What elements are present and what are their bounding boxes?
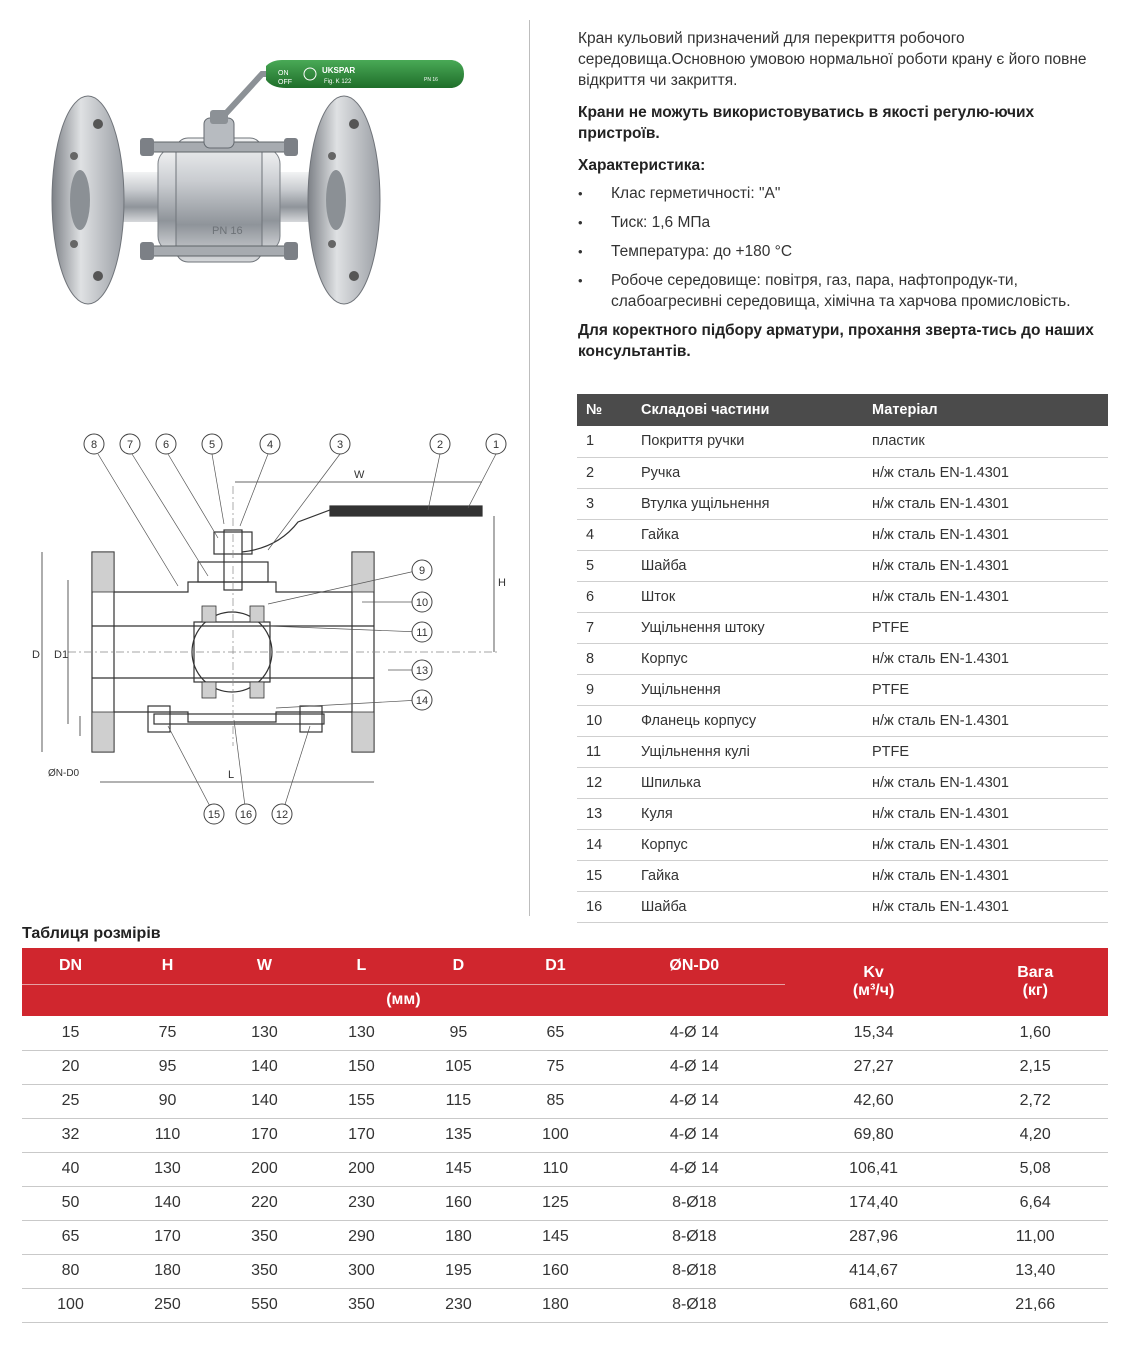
part-name: Шайба — [641, 891, 872, 922]
part-material: н/ж сталь EN-1.4301 — [872, 767, 1108, 798]
part-number: 16 — [577, 891, 641, 922]
part-number: 12 — [577, 767, 641, 798]
callout-5 — [202, 434, 222, 454]
weight-cell: 2,15 — [962, 1050, 1108, 1084]
dn-cell: 100 — [22, 1288, 119, 1322]
l-cell: 130 — [313, 1016, 410, 1050]
weight-unit: (кг) — [1022, 982, 1048, 999]
part-name: Фланець корпусу — [641, 705, 872, 736]
part-name: Шайба — [641, 550, 872, 581]
kv-cell: 42,60 — [785, 1084, 963, 1118]
l-cell: 150 — [313, 1050, 410, 1084]
part-number: 6 — [577, 581, 641, 612]
intro-text: Кран кульовий призначений для перекриття робочого середовища.Основною умовою нормальної роботи крану є його повне відкриття чи закриття. — [578, 30, 1087, 89]
callout-14 — [412, 690, 432, 710]
dims-row — [22, 1288, 1108, 1322]
d-cell: 145 — [410, 1152, 507, 1186]
svg-text:12: 12 — [275, 809, 289, 821]
spec-item: • Температура: до +180 °С — [578, 241, 1113, 262]
part-name: Гайка — [641, 860, 872, 891]
callout-2 — [430, 434, 450, 454]
parts-row — [577, 674, 1108, 705]
parts-row — [577, 643, 1108, 674]
part-material: PTFE — [872, 736, 1108, 767]
callout-11 — [412, 622, 432, 642]
svg-text:11: 11 — [416, 627, 428, 639]
svg-text:6: 6 — [162, 439, 170, 451]
callout-4 — [260, 434, 280, 454]
dims-row — [22, 1254, 1108, 1288]
weight-cell: 6,64 — [962, 1186, 1108, 1220]
part-name: Втулка ущільнення — [641, 488, 872, 519]
part-material: н/ж сталь EN-1.4301 — [872, 860, 1108, 891]
part-number: 11 — [577, 736, 641, 767]
h-cell: 170 — [119, 1220, 216, 1254]
handle-off-label: OFF — [278, 79, 292, 86]
nd0-cell: 4-Ø 14 — [604, 1118, 785, 1152]
h-cell: 140 — [119, 1186, 216, 1220]
w-cell: 550 — [216, 1288, 313, 1322]
kv-cell: 287,96 — [785, 1220, 963, 1254]
l-cell: 290 — [313, 1220, 410, 1254]
nd0-cell: 8-Ø18 — [604, 1220, 785, 1254]
kv-cell: 681,60 — [785, 1288, 963, 1322]
part-number: 7 — [577, 612, 641, 643]
l-cell: 230 — [313, 1186, 410, 1220]
part-name: Шпилька — [641, 767, 872, 798]
svg-text:15: 15 — [207, 809, 221, 821]
callout-7 — [120, 434, 140, 454]
dims-table — [22, 948, 1108, 1323]
vertical-divider — [529, 20, 530, 916]
callout-13 — [412, 660, 432, 680]
parts-row — [577, 891, 1108, 922]
svg-text:2: 2 — [436, 439, 444, 451]
weight-cell: 1,60 — [962, 1016, 1108, 1050]
handle-pn: PN 16 — [424, 77, 438, 83]
handle-brand: UKSPAR — [322, 66, 356, 75]
part-number: 2 — [577, 457, 641, 488]
parts-body — [577, 426, 1108, 922]
characteristics-title: Характеристика: — [578, 157, 706, 174]
parts-row — [577, 829, 1108, 860]
kv-cell: 174,40 — [785, 1186, 963, 1220]
dn-cell: 25 — [22, 1084, 119, 1118]
svg-text:1: 1 — [492, 439, 500, 451]
d1-cell: 65 — [507, 1016, 604, 1050]
part-number: 8 — [577, 643, 641, 674]
h-cell: 75 — [119, 1016, 216, 1050]
d1-cell: 75 — [507, 1050, 604, 1084]
kv-cell: 15,34 — [785, 1016, 963, 1050]
part-material: н/ж сталь EN-1.4301 — [872, 457, 1108, 488]
kv-cell: 69,80 — [785, 1118, 963, 1152]
nd0-cell: 4-Ø 14 — [604, 1016, 785, 1050]
dn-cell: 40 — [22, 1152, 119, 1186]
parts-col-part: Складові частини — [641, 394, 872, 426]
w-cell: 220 — [216, 1186, 313, 1220]
d-cell: 180 — [410, 1220, 507, 1254]
part-number: 15 — [577, 860, 641, 891]
callout-12 — [272, 804, 292, 824]
d1-cell: 180 — [507, 1288, 604, 1322]
d1-cell: 110 — [507, 1152, 604, 1186]
callout-1 — [486, 434, 506, 454]
parts-header-row — [577, 394, 1108, 426]
part-number: 5 — [577, 550, 641, 581]
d1-cell: 145 — [507, 1220, 604, 1254]
part-number: 14 — [577, 829, 641, 860]
dn-cell: 80 — [22, 1254, 119, 1288]
part-name: Корпус — [641, 829, 872, 860]
product-photo — [40, 60, 438, 310]
parts-row — [577, 519, 1108, 550]
part-name: Покриття ручки — [641, 426, 872, 457]
dims-col-d: D — [410, 948, 507, 984]
h-cell: 95 — [119, 1050, 216, 1084]
nd0-cell: 8-Ø18 — [604, 1186, 785, 1220]
weight-cell: 4,20 — [962, 1118, 1108, 1152]
svg-text:16: 16 — [239, 809, 253, 821]
part-name: Ущільнення — [641, 674, 872, 705]
w-cell: 140 — [216, 1050, 313, 1084]
parts-row — [577, 457, 1108, 488]
part-material: н/ж сталь EN-1.4301 — [872, 798, 1108, 829]
h-cell: 130 — [119, 1152, 216, 1186]
part-number: 13 — [577, 798, 641, 829]
dims-row — [22, 1016, 1108, 1050]
parts-row — [577, 767, 1108, 798]
d-cell: 160 — [410, 1186, 507, 1220]
part-material: пластик — [872, 426, 1108, 457]
l-cell: 155 — [313, 1084, 410, 1118]
callout-3 — [330, 434, 350, 454]
dims-header-row — [22, 948, 1108, 984]
callout-16 — [236, 804, 256, 824]
svg-text:9: 9 — [418, 565, 426, 577]
part-number: 4 — [577, 519, 641, 550]
d-cell: 195 — [410, 1254, 507, 1288]
d-cell: 115 — [410, 1084, 507, 1118]
callout-8 — [84, 434, 104, 454]
nd0-cell: 8-Ø18 — [604, 1288, 785, 1322]
parts-row — [577, 798, 1108, 829]
dn-cell: 65 — [22, 1220, 119, 1254]
d1-cell: 100 — [507, 1118, 604, 1152]
d1-cell: 125 — [507, 1186, 604, 1220]
nd0-cell: 8-Ø18 — [604, 1254, 785, 1288]
dims-col-kv — [785, 948, 963, 1016]
d1-cell: 85 — [507, 1084, 604, 1118]
d-cell: 230 — [410, 1288, 507, 1322]
kv-cell: 106,41 — [785, 1152, 963, 1186]
w-cell: 130 — [216, 1016, 313, 1050]
callout-6 — [156, 434, 176, 454]
part-name: Ущільнення кулі — [641, 736, 872, 767]
dims-row — [22, 1186, 1108, 1220]
dims-col-dn: DN — [22, 948, 119, 984]
dims-col-w: W — [216, 948, 313, 984]
part-number: 9 — [577, 674, 641, 705]
parts-row — [577, 488, 1108, 519]
part-name: Куля — [641, 798, 872, 829]
parts-table — [577, 394, 1108, 923]
dims-col-nd0: ØN-D0 — [604, 948, 785, 984]
h-cell: 90 — [119, 1084, 216, 1118]
advice-text: Для коректного підбору арматури, прохання зверта-тись до наших консультантів. — [578, 322, 1094, 360]
kv-cell: 27,27 — [785, 1050, 963, 1084]
dim-d-label: D — [32, 649, 40, 661]
part-material: н/ж сталь EN-1.4301 — [872, 643, 1108, 674]
kv-header: Kv — [863, 964, 884, 981]
dims-col-h: H — [119, 948, 216, 984]
h-cell: 180 — [119, 1254, 216, 1288]
svg-text:4: 4 — [266, 439, 274, 451]
nd0-cell: 4-Ø 14 — [604, 1084, 785, 1118]
weight-header: Вага — [1017, 964, 1054, 981]
w-cell: 170 — [216, 1118, 313, 1152]
part-material: н/ж сталь EN-1.4301 — [872, 550, 1108, 581]
h-cell: 110 — [119, 1118, 216, 1152]
d-cell: 95 — [410, 1016, 507, 1050]
spec-item: • Клас герметичності: "А" — [578, 183, 1113, 204]
kv-unit: (м³/ч) — [852, 982, 895, 999]
dims-row — [22, 1084, 1108, 1118]
w-cell: 350 — [216, 1220, 313, 1254]
nd0-cell: 4-Ø 14 — [604, 1152, 785, 1186]
d-cell: 105 — [410, 1050, 507, 1084]
part-number: 3 — [577, 488, 641, 519]
weight-cell: 5,08 — [962, 1152, 1108, 1186]
part-number: 1 — [577, 426, 641, 457]
parts-row — [577, 550, 1108, 581]
part-material: н/ж сталь EN-1.4301 — [872, 519, 1108, 550]
l-cell: 350 — [313, 1288, 410, 1322]
valve-section-diagram — [28, 426, 528, 836]
parts-row — [577, 736, 1108, 767]
kv-cell: 414,67 — [785, 1254, 963, 1288]
part-name: Гайка — [641, 519, 872, 550]
weight-cell: 11,00 — [962, 1220, 1108, 1254]
parts-col-material: Матеріал — [872, 394, 1108, 426]
part-material: н/ж сталь EN-1.4301 — [872, 705, 1108, 736]
dn-cell: 50 — [22, 1186, 119, 1220]
weight-cell: 21,66 — [962, 1288, 1108, 1322]
dim-nd0-label: ØN-D0 — [48, 768, 80, 779]
handle-fig: Fig. K 122 — [324, 79, 352, 85]
dims-table-title: Таблиця розмірів — [22, 925, 161, 942]
dim-h-label: H — [498, 577, 506, 589]
svg-text:7: 7 — [126, 439, 134, 451]
part-material: н/ж сталь EN-1.4301 — [872, 891, 1108, 922]
dims-col-l: L — [313, 948, 410, 984]
d1-cell: 160 — [507, 1254, 604, 1288]
part-material: PTFE — [872, 674, 1108, 705]
dims-row — [22, 1118, 1108, 1152]
dims-col-weight — [962, 948, 1108, 1016]
warning-text: Крани не можуть використовуватись в якості регулю-ючих пристроїв. — [578, 104, 1035, 142]
weight-cell: 2,72 — [962, 1084, 1108, 1118]
parts-row — [577, 705, 1108, 736]
l-cell: 300 — [313, 1254, 410, 1288]
dim-d1-label: D1 — [54, 649, 69, 661]
part-number: 10 — [577, 705, 641, 736]
dims-row — [22, 1152, 1108, 1186]
svg-text:14: 14 — [415, 695, 429, 707]
spec-item: • Робоче середовище: повітря, газ, пара, нафтопродук-ти, слабоагресивні середовища, хімічна та харчова промисловість. — [578, 270, 1113, 312]
w-cell: 200 — [216, 1152, 313, 1186]
parts-col-num: № — [577, 394, 641, 426]
svg-text:13: 13 — [415, 665, 429, 677]
product-description — [578, 28, 1113, 362]
h-cell: 250 — [119, 1288, 216, 1322]
svg-text:5: 5 — [208, 439, 216, 451]
dims-row — [22, 1050, 1108, 1084]
dims-unit-label: (мм) — [22, 984, 785, 1016]
dim-l-label: L — [228, 769, 235, 781]
part-material: н/ж сталь EN-1.4301 — [872, 829, 1108, 860]
callout-15 — [204, 804, 224, 824]
part-material: н/ж сталь EN-1.4301 — [872, 488, 1108, 519]
dims-row — [22, 1220, 1108, 1254]
body-pn-mark: PN 16 — [212, 225, 243, 237]
part-name: Шток — [641, 581, 872, 612]
nd0-cell: 4-Ø 14 — [604, 1050, 785, 1084]
w-cell: 140 — [216, 1084, 313, 1118]
handle-on-label: ON — [278, 70, 289, 77]
parts-row — [577, 426, 1108, 457]
svg-text:8: 8 — [90, 439, 98, 451]
parts-row — [577, 581, 1108, 612]
part-name: Ручка — [641, 457, 872, 488]
part-name: Ущільнення штоку — [641, 612, 872, 643]
callout-10 — [412, 592, 432, 612]
dims-body — [22, 1016, 1108, 1322]
part-material: н/ж сталь EN-1.4301 — [872, 581, 1108, 612]
d-cell: 135 — [410, 1118, 507, 1152]
w-cell: 350 — [216, 1254, 313, 1288]
dims-col-d1: D1 — [507, 948, 604, 984]
svg-text:10: 10 — [415, 597, 429, 609]
spec-list — [578, 183, 1113, 312]
weight-cell: 13,40 — [962, 1254, 1108, 1288]
l-cell: 200 — [313, 1152, 410, 1186]
spec-item: • Тиск: 1,6 МПа — [578, 212, 1113, 233]
dn-cell: 15 — [22, 1016, 119, 1050]
parts-row — [577, 860, 1108, 891]
parts-row — [577, 612, 1108, 643]
part-name: Корпус — [641, 643, 872, 674]
l-cell: 170 — [313, 1118, 410, 1152]
dn-cell: 20 — [22, 1050, 119, 1084]
part-material: PTFE — [872, 612, 1108, 643]
dn-cell: 32 — [22, 1118, 119, 1152]
dim-w-label: W — [354, 469, 365, 481]
svg-text:3: 3 — [336, 439, 344, 451]
callout-9 — [412, 560, 432, 580]
